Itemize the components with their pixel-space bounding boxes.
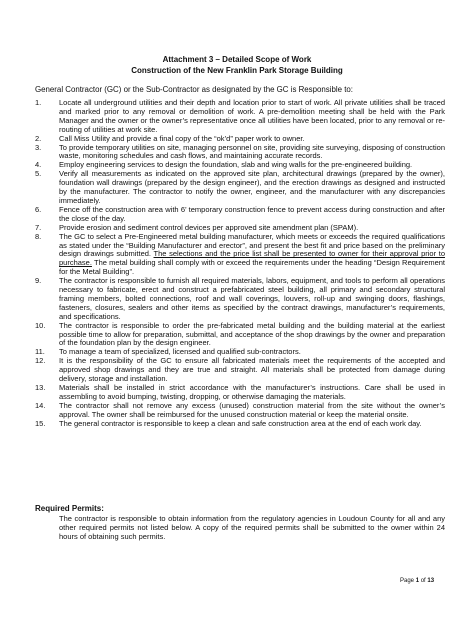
document-title: Attachment 3 – Detailed Scope of Work — [162, 55, 312, 64]
item-number: 1. — [35, 98, 42, 107]
total-pages: 13 — [427, 578, 435, 584]
item-number: 11. — [35, 347, 45, 357]
list-item — [35, 384, 445, 402]
list-item — [35, 99, 445, 135]
item-text-before: The GC to select a Pre-Engineered metal building manufacturer, which meets or exceeds the required qualifications as stated under the “Building Manufacturer and erector”, and present the best fit and price based on the preliminary design drawings submitted. — [59, 231, 445, 259]
item-text: To manage a team of specialized, licensed and qualified sub-contractors. — [59, 347, 301, 357]
list-item — [35, 420, 445, 429]
page-number: 1 — [415, 578, 420, 584]
item-text: The general contractor is responsible to keep a clean and safe construction area at the end of each work day. — [59, 418, 422, 428]
item-text: The contractor is responsible to furnish all required materials, labors, equipment, and tools to perform all operations necessary to fabricate, erect and construct a prefabricated steel building, all primary and secondary structural framing members, bolted connections, roof and wall coverings, louvers, roll-up and swinging doors, flashings, fasteners, closures, sealers and other items as specified by the contract drawings, manufacturer’s requirements, and specifications. — [59, 276, 445, 321]
intro-paragraph: General Contractor (GC) or the Sub-Contractor as designated by the GC is Responsible to: — [35, 85, 353, 94]
list-item — [35, 170, 445, 206]
item-number: 10. — [35, 320, 46, 330]
required-permits-heading: Required Permits: — [35, 504, 104, 513]
list-item — [35, 144, 445, 162]
list-item — [35, 402, 445, 420]
page-footer — [400, 577, 434, 585]
item-text: It is the responsibility of the GC to ensure all fabricated materials meet the requirements of the accepted and approved shop drawings and they are true and straight. All materials shall be protected from damage during delivery, storage and installation. — [59, 356, 445, 384]
list-item — [35, 322, 445, 349]
document-subtitle: Construction of the New Franklin Park Storage Building — [131, 66, 343, 75]
of-label: of — [420, 578, 426, 584]
item-text: Verify all measurements as indicated on the approved site plan, architectural drawings (prepared by the owner), foundation wall drawings (prepared by the design engineer), and the erection drawings as designed and instructed by the manufacturer. The contractor to notify the owner, engineer, and the manufacturer with any discrepancies immediately. — [59, 169, 445, 205]
item-number: 8. — [35, 231, 42, 241]
item-number: 5. — [35, 169, 42, 179]
item-number: 12. — [35, 356, 46, 366]
item-number: 9. — [35, 276, 42, 286]
item-text: Fence off the construction area with 6’ temporary construction fence to prevent access during construction and after the close of the day. — [59, 204, 445, 223]
list-item — [35, 357, 445, 384]
item-text: Provide erosion and sediment control devices per approved site amendment plan (SPAM). — [59, 222, 359, 232]
item-text: Locate all underground utilities and their depth and location prior to start of work. All private utilities shall be traced and marked prior to any removal or demolition of work. A pre-demolition meeting shall be held with the Park Manager and the owner or the owner’s representative once all utilities have been located, prior to any removal or re-routing of utilities at work site. — [59, 98, 445, 134]
required-permits-body: The contractor is responsible to obtain information from the regulatory agencies in Loudoun County for all and any other required permits not listed below. A copy of the required permits shall be submitted to the owner within 24 hours of obtaining such permits. — [59, 514, 445, 541]
item-text-underlined: The selections and the price list shall be presented to owner for their approval prior to purchase. — [59, 249, 445, 268]
item-number: 4. — [35, 160, 42, 170]
item-text: The contractor is responsible to order the pre-fabricated metal building and the building material at the earliest possible time to allow for preparation, submittal, and acceptance of the shop drawings by the owner and preparation of the foundation plan by the design engineer. — [59, 320, 445, 348]
list-item — [35, 277, 445, 322]
item-text: Call Miss Utility and provide a final copy of the “ok’d” paper work to owner. — [59, 133, 305, 143]
item-number: 6. — [35, 204, 42, 214]
item-text: Materials shall be installed in strict accordance with the manufacturer’s instructions. Care shall be used in assembling to avoid bumping, twisting, dropping, or otherwise damaging the materials. — [59, 383, 445, 401]
item-number: 3. — [35, 142, 42, 152]
responsibilities-list — [35, 99, 445, 429]
item-number: 13. — [35, 383, 46, 392]
item-number: 14. — [35, 400, 46, 410]
page-label: Page — [400, 578, 415, 584]
list-item — [35, 233, 445, 278]
item-text: The contractor shall not remove any excess (unused) construction material from the site without the owner’s approval. The owner shall be reimbursed for the unused construction material or keep the material onsite. — [59, 400, 445, 419]
item-number: 2. — [35, 133, 42, 143]
item-number: 7. — [35, 222, 42, 232]
item-number: 15. — [35, 418, 46, 428]
item-text: To provide temporary utilities on site, managing personnel on site, providing site surveying, disposing of construction waste, monitoring schedules and cash flows, and maintaining accurate records. — [59, 142, 445, 161]
list-item — [35, 206, 445, 224]
item-text: Employ engineering services to design the foundation, slab and wing walls for the pre-engineered building. — [59, 160, 413, 170]
item-text-after: The metal building shall comply with or exceed the requirements under the heading “Design Requirement for the Metal Building”. — [59, 258, 445, 277]
